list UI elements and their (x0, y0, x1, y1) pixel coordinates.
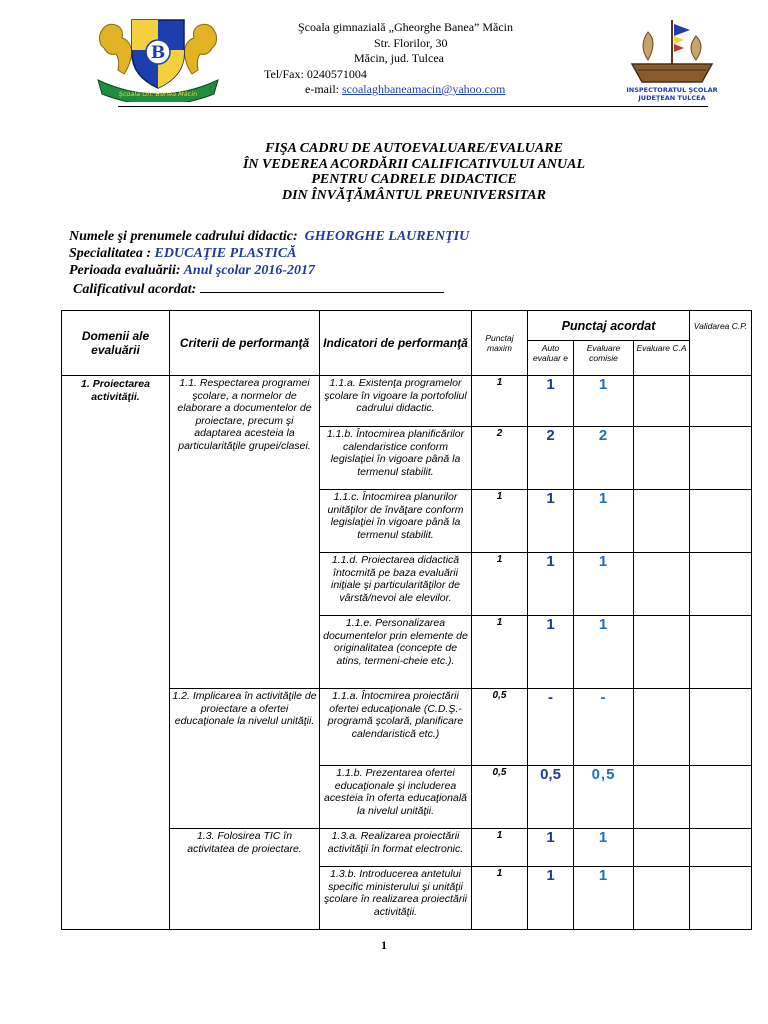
header-divider (118, 106, 708, 107)
commission-eval-cell[interactable]: - (574, 689, 634, 766)
title-line-2: ÎN VEDEREA ACORDĂRII CALIFICATIVULUI ANUAL (242, 156, 586, 172)
commission-eval-cell[interactable]: 1 (574, 376, 634, 427)
header-self-eval: Auto evaluar e (528, 341, 574, 376)
period-value: Anul şcolar 2016-2017 (183, 263, 316, 278)
teacher-name-label: Numele şi prenumele cadrului didactic: (69, 229, 298, 244)
max-score-cell: 1 (472, 616, 528, 689)
school-city: Măcin, jud. Tulcea (354, 51, 444, 65)
indicator-cell: 1.1.a. Întocmirea proiectării ofertei educaţionale (C.D.Ş.-programă şcolară, planificare calendaristică etc.) (320, 689, 472, 766)
teacher-name-row (69, 228, 469, 245)
document-title (0, 141, 768, 203)
indicator-cell: 1.1.d. Proiectarea didactică întocmită pe baza evaluării iniţiale şi particularităţilor de vârstă/nevoi ale elevilor. (320, 553, 472, 616)
domain-cell: 1. Proiectarea activităţii. (62, 376, 170, 930)
table-header-row-1 (62, 311, 752, 341)
indicator-cell: 1.3.a. Realizarea proiectării activităţii în format electronic. (320, 829, 472, 867)
ca-eval-cell[interactable] (634, 427, 690, 490)
indicator-cell: 1.1.a. Existenţa programelor şcolare în vigoare la portofoliul cadrului didactic. (320, 376, 472, 427)
max-score-cell: 0,5 (472, 689, 528, 766)
indicator-cell: 1.1.b. Întocmirea planificărilor calendaristice conform legislaţiei în vigoare până la termenul stabilit. (320, 427, 472, 490)
validation-cell[interactable] (690, 553, 752, 616)
crest-banner-text: Şcoala Gh. Banea Măcin (118, 90, 198, 98)
qualification-label: Calificativul acordat: (73, 282, 200, 297)
commission-eval-cell[interactable]: 1 (574, 553, 634, 616)
email-link[interactable]: scoalaghbaneamacin@yahoo.com (341, 82, 506, 96)
criterion-cell: 1.2. Implicarea în activităţile de proiectare a ofertei educaţionale la nivelul unităţii. (170, 689, 320, 829)
header-validation: Validarea C.P. (690, 311, 752, 376)
validation-cell[interactable] (690, 766, 752, 829)
specialty-value: EDUCAŢIE PLASTICĂ (154, 246, 297, 261)
school-email-line (305, 82, 620, 98)
self-eval-cell[interactable]: 1 (528, 490, 574, 553)
table-row (62, 376, 752, 427)
school-contact-block (250, 20, 620, 98)
school-street: Str. Florilor, 30 (374, 35, 448, 50)
header-domains: Domenii ale evaluării (62, 311, 170, 376)
qualification-row (73, 279, 469, 298)
max-score-cell: 2 (472, 427, 528, 490)
commission-eval-cell[interactable]: 1 (574, 616, 634, 689)
header-ca-eval: Evaluare C.A (634, 341, 690, 376)
max-score-cell: 1 (472, 490, 528, 553)
specialty-label: Specialitatea : (69, 246, 155, 261)
title-line-4: DIN ÎNVĂŢĂMÂNTUL PREUNIVERSITAR (282, 187, 546, 203)
indicator-cell: 1.1.e. Personalizarea documentelor prin elemente de originalitatea (concepte de atins, termeni-cheie etc.). (320, 616, 472, 689)
validation-cell[interactable] (690, 616, 752, 689)
validation-cell[interactable] (690, 427, 752, 490)
max-score-cell: 1 (472, 376, 528, 427)
max-score-cell: 1 (472, 829, 528, 867)
max-score-cell: 1 (472, 867, 528, 930)
self-eval-cell[interactable]: 1 (528, 829, 574, 867)
school-name: Şcoala gimnazială „Gheorghe Banea” Măcin (298, 20, 514, 34)
ca-eval-cell[interactable] (634, 829, 690, 867)
criterion-cell: 1.3. Folosirea TIC în activitatea de proiectare. (170, 829, 320, 930)
self-eval-cell[interactable]: 1 (528, 553, 574, 616)
period-label: Perioada evaluării: (69, 263, 184, 278)
commission-eval-cell[interactable]: 1 (574, 490, 634, 553)
validation-cell[interactable] (690, 376, 752, 427)
header-criteria: Criterii de performanţă (170, 311, 320, 376)
ca-eval-cell[interactable] (634, 766, 690, 829)
ca-eval-cell[interactable] (634, 490, 690, 553)
ca-eval-cell[interactable] (634, 616, 690, 689)
school-crest-logo (92, 14, 224, 102)
teacher-name-value: GHEORGHE LAURENŢIU (304, 229, 470, 244)
ca-eval-cell[interactable] (634, 689, 690, 766)
ca-eval-cell[interactable] (634, 867, 690, 930)
commission-eval-cell[interactable]: 2 (574, 427, 634, 490)
self-eval-cell[interactable]: 1 (528, 376, 574, 427)
inspectorate-caption-2: JUDEŢEAN TULCEA (638, 94, 706, 102)
commission-eval-cell[interactable]: 1 (574, 829, 634, 867)
self-eval-cell[interactable]: 0,5 (528, 766, 574, 829)
header-indicators: Indicatori de performanţă (320, 311, 472, 376)
indicator-cell: 1.1.c. Întocmirea planurilor unităţilor de învăţare conform legislaţiei în vigoare până la termenul stabilit. (320, 490, 472, 553)
commission-eval-cell[interactable]: 0,5 (574, 766, 634, 829)
max-score-cell: 1 (472, 553, 528, 616)
ca-eval-cell[interactable] (634, 376, 690, 427)
period-row (69, 262, 469, 279)
indicator-cell: 1.3.b. Introducerea antetului specific ministerului şi unităţii şcolare în realizarea proiectării activităţii. (320, 867, 472, 930)
inspectorate-caption-1: INSPECTORATUL ŞCOLAR (626, 86, 718, 94)
validation-cell[interactable] (690, 689, 752, 766)
title-line-3: PENTRU CADRELE DIDACTICE (311, 172, 517, 187)
validation-cell[interactable] (690, 490, 752, 553)
qualification-blank-field[interactable] (200, 279, 444, 293)
indicator-cell: 1.1.b. Prezentarea ofertei educaţionale şi includerea acesteia în oferta educaţională la nivelul unităţii. (320, 766, 472, 829)
self-eval-cell[interactable]: 1 (528, 616, 574, 689)
teacher-info (69, 228, 469, 298)
header-commission-eval: Evaluare comisie (574, 341, 634, 376)
self-eval-cell[interactable]: 2 (528, 427, 574, 490)
specialty-row (69, 245, 469, 262)
header-max-score: Punctaj maxim (472, 311, 528, 376)
criterion-cell: 1.1. Respectarea programei şcolare, a normelor de elaborare a documentelor de proiectare, precum şi adaptarea acesteia la particularităţile grupei/clasei. (170, 376, 320, 689)
page-number: 1 (381, 938, 387, 952)
validation-cell[interactable] (690, 867, 752, 930)
crest-initial: B (150, 43, 166, 63)
commission-eval-cell[interactable]: 1 (574, 867, 634, 930)
letterhead (0, 0, 768, 110)
header-granted-score: Punctaj acordat (528, 311, 690, 341)
max-score-cell: 0,5 (472, 766, 528, 829)
title-line-1: FIŞA CADRU DE AUTOEVALUARE/EVALUARE (265, 141, 563, 156)
ca-eval-cell[interactable] (634, 553, 690, 616)
self-eval-cell[interactable]: - (528, 689, 574, 766)
evaluation-table (61, 310, 752, 930)
email-label: e-mail: (305, 82, 342, 96)
inspectorate-ship-logo (618, 14, 726, 104)
validation-cell[interactable] (690, 829, 752, 867)
school-telfax: Tel/Fax: 0240571004 (264, 66, 367, 81)
self-eval-cell[interactable]: 1 (528, 867, 574, 930)
